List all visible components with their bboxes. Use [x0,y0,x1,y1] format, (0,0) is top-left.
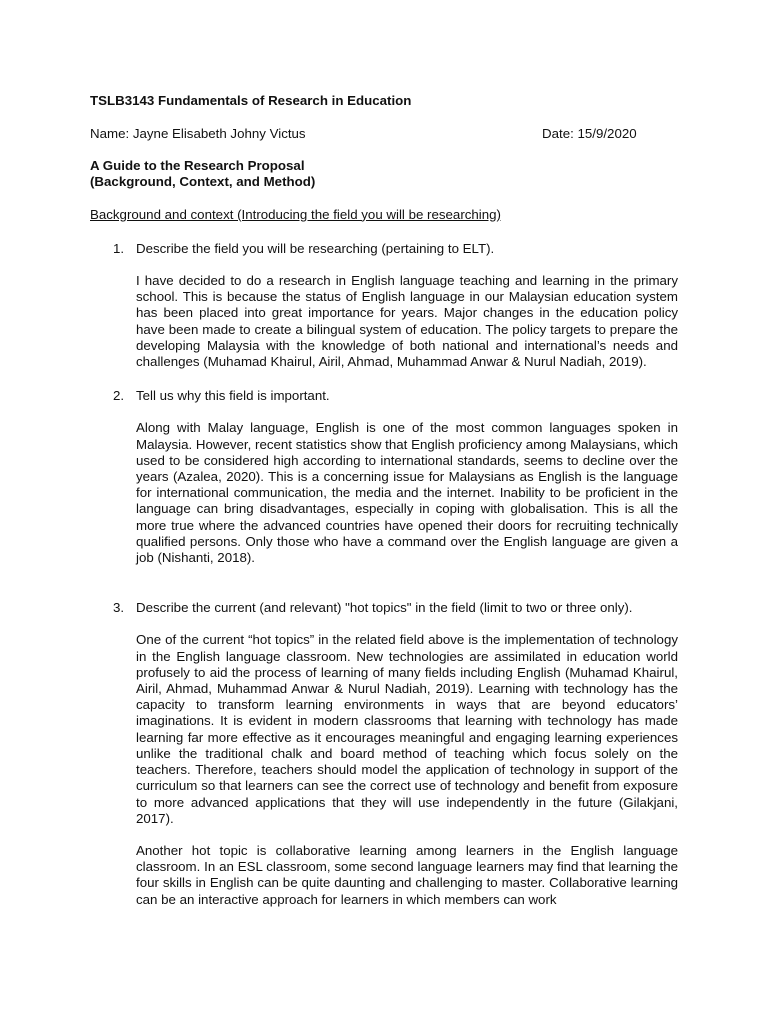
question-1 [90,241,678,257]
document-page [90,93,678,908]
answer-paragraph: I have decided to do a research in English language teaching and learning in the primary school. This is because the status of English language in our Malaysian education system has been placed into great importance for years. Major changes in the education policy have been made to create a bilingual system of education. The policy targets to prepare the developing Malaysia with the knowledge of both national and international’s needs and challenges (Muhamad Khairul, Airil, Ahmad, Muhammad Anwar & Nurul Nadiah, 2019). [136,273,678,370]
question-text: Describe the current (and relevant) "hot topics" in the field (limit to two or three only). [136,600,633,616]
section-heading: Background and context (Introducing the field you will be researching) [90,206,501,222]
guide-title-line-1: A Guide to the Research Proposal [90,158,305,174]
answer-paragraph: One of the current “hot topics” in the related field above is the implementation of technology in the English language classroom. New technologies are assimilated in education world profusely to aid the process of learning of many fields including English (Muhamad Khairul, Airil, Ahmad, Muhammad Anwar & Nurul Nadiah, 2019). Learning with technology has the capacity to transform learning environments in ways that are beyond educators’ imaginations. It is evident in modern classrooms that learning with technology has made learning far more effective as it encourages meaningful and engaging learning experiences unlike the traditional chalk and board method of teaching which focus solely on the teachers. Therefore, teachers should model the application of technology in support of the curriculum so that learners can see the correct use of technology and benefit from exposure to more advanced applications that they will use independently in the future (Gilakjani, 2017). [136,632,678,826]
guide-title [90,158,678,190]
question-number: 2. [113,388,125,404]
name-date-row [90,126,678,143]
answer-paragraph: Along with Malay language, English is one of the most common languages spoken in Malaysia. However, recent statistics show that English proficiency among Malaysians, which used to be considered high according to international standards, seems to decline over the years (Azalea, 2020). This is a concerning issue for Malaysians as English is the language for international communication, the media and the internet. Inability to be proficient in the language can bring disadvantages, especially in coping with globalisation. This is all the more true where the advanced countries have opened their doors for recruiting technically qualified persons. Only those who have a command over the English language are given a job (Nishanti, 2018). [136,420,678,566]
guide-title-line-2: (Background, Context, and Method) [90,174,316,190]
course-title: TSLB3143 Fundamentals of Research in Education [90,93,412,108]
student-name: Name: Jayne Elisabeth Johny Victus [90,126,306,142]
question-2 [90,388,678,404]
question-number: 3. [113,600,125,616]
question-3 [90,600,678,616]
question-number: 1. [113,240,125,256]
answer-paragraph: Another hot topic is collaborative learning among learners in the English language classroom. In an ESL classroom, some second language learners may find that learning the four skills in English can be quite daunting and challenging to master. Collaborative learning can be an interactive approach for learners in which members can work [136,842,678,907]
question-text: Tell us why this field is important. [136,388,330,404]
question-text: Describe the field you will be researching (pertaining to ELT). [136,240,495,256]
submission-date: Date: 15/9/2020 [542,126,637,142]
